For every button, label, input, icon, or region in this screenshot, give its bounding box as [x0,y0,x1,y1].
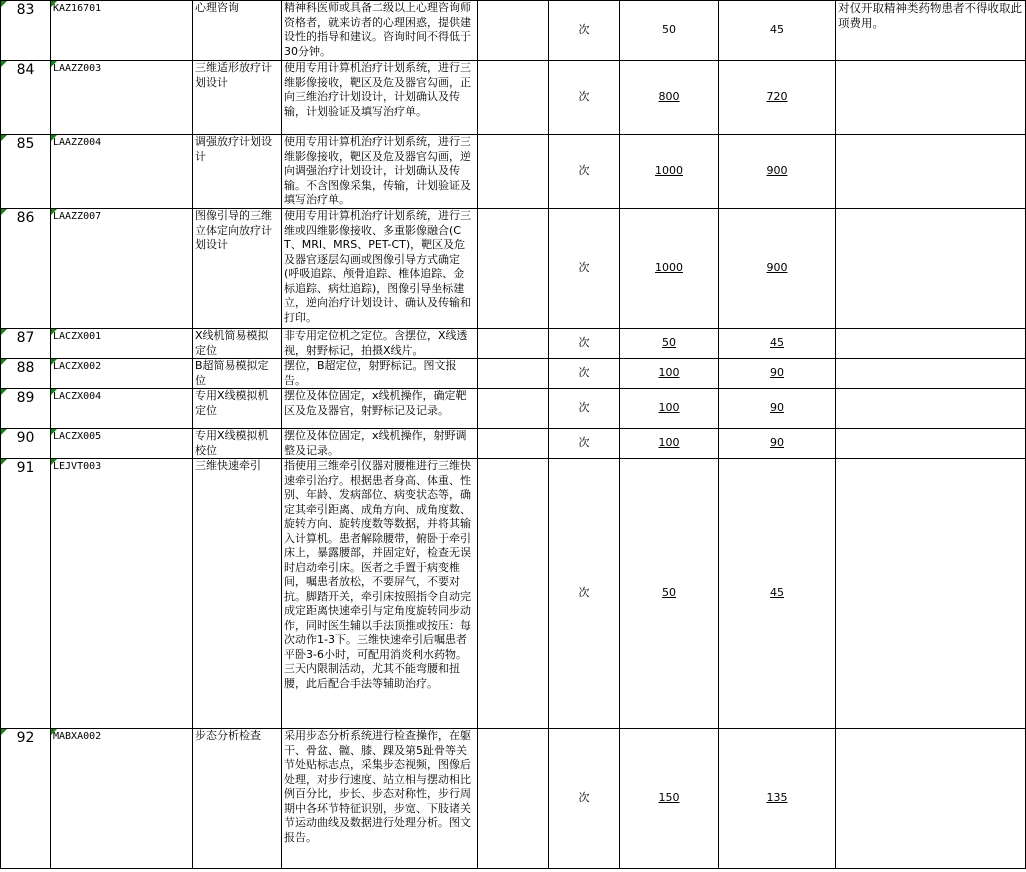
price-cell-1-text: 50 [662,23,676,37]
item-description-text: 非专用定位机之定位。含摆位，X线透视，射野标记，拍摄X线片。 [284,329,468,357]
unit-cell [549,1,620,61]
unit-cell [549,329,620,359]
row-number [1,389,51,429]
item-code [51,61,193,135]
price-cell-1 [620,209,719,329]
item-code-text: LEJVT003 [53,461,102,472]
item-name [193,135,282,209]
unit-cell-text: 次 [578,401,590,415]
unit-cell [549,729,620,869]
blank-cell [478,389,549,429]
comment-marker-icon [1,459,7,465]
price-cell-2 [719,429,836,459]
note-cell [836,359,1026,389]
blank-cell [478,329,549,359]
price-cell-2 [719,359,836,389]
item-name [193,61,282,135]
item-name-text: X线机简易模拟定位 [195,329,269,357]
item-name-text: 步态分析检查 [195,729,261,742]
note-cell [836,209,1026,329]
price-cell-1 [620,1,719,61]
item-description-text: 使用专用计算机治疗计划系统，进行三维影像接收，靶区及危及器官勾画，正向三维治疗计划设计，计划确认及传输，计划验证及填写治疗单。 [284,61,471,118]
item-description [282,209,478,329]
row-number [1,61,51,135]
item-code [51,429,193,459]
item-description-text: 指使用三维牵引仪器对腰椎进行三维快速牵引治疗。根据患者身高、体重、性别、年龄、发病部位、病变状态等，确定其牵引距离、成角方向、成角度数、旋转方向、旋转度数等数据，并将其输入计算机。患者解除腰带，俯卧于牵引床上，暴露腰部，并固定好，检查无误时启动牵引床。医者之手置于病变椎间，嘱患者放松，不要屏气，不要对抗。脚踏开关，牵引床按照指令自动完成定距离快速牵引与定角度旋转同步动作，同时医生辅以手法顶推或按压：每次动作1-3下。三维快速牵引后嘱患者平卧3-6小时，可配用消炎利水药物。三天内限制活动，尤其不能弯腰和扭腰，此后配合手法等辅助治疗。 [284,459,471,690]
row-number-text: 83 [16,2,35,18]
table-row [1,359,1026,389]
price-cell-2-text: 45 [770,586,784,600]
comment-marker-icon [1,61,7,67]
price-cell-2 [719,61,836,135]
comment-marker-icon [1,729,7,735]
note-cell [836,459,1026,729]
item-code [51,729,193,869]
price-cell-2 [719,729,836,869]
item-description-text: 采用步态分析系统进行检查操作，在躯干、骨盆、髋、膝、踝及第5趾骨等关节处贴标志点，采集步态视频，图像后处理，对步行速度、站立相与摆动相比例百分比，步长、步态对称性，步行周期中各环节特征识别，步宽、下肢诸关节运动曲线及数据进行处理分析。图文报告。 [284,729,471,844]
price-cell-1-text: 50 [662,586,676,600]
table-row [1,329,1026,359]
row-number [1,359,51,389]
row-number-text: 87 [16,330,35,346]
comment-marker-icon [51,209,57,215]
item-description [282,61,478,135]
table-row [1,459,1026,729]
price-cell-2-text: 900 [766,164,788,178]
item-description-text: 摆位及体位固定，x线机操作，确定靶区及危及器官，射野标记及记录。 [284,389,467,417]
comment-marker-icon [51,359,57,365]
row-number [1,209,51,329]
item-code-text: LACZX004 [53,391,102,402]
unit-cell [549,389,620,429]
note-cell [836,135,1026,209]
price-cell-2 [719,329,836,359]
comment-marker-icon [1,209,7,215]
blank-cell [478,459,549,729]
price-cell-2 [719,135,836,209]
table-row [1,61,1026,135]
price-cell-2 [719,1,836,61]
item-description [282,389,478,429]
item-name [193,329,282,359]
price-cell-1-text: 100 [658,401,680,415]
comment-marker-icon [51,329,57,335]
comment-marker-icon [51,1,57,7]
comment-marker-icon [1,429,7,435]
row-number-text: 90 [16,430,35,446]
note-cell [836,1,1026,61]
item-name [193,729,282,869]
price-cell-2-text: 720 [766,90,788,104]
table-row [1,135,1026,209]
item-code [51,459,193,729]
price-cell-2-text: 45 [770,23,784,37]
item-code-text: LAAZZ007 [53,211,102,222]
unit-cell [549,459,620,729]
blank-cell [478,359,549,389]
item-code [51,209,193,329]
price-cell-2-text: 45 [770,336,784,350]
row-number [1,135,51,209]
item-code-text: LAAZZ003 [53,63,102,74]
item-name [193,359,282,389]
price-cell-1-text: 100 [658,366,680,380]
row-number-text: 91 [16,460,35,476]
row-number-text: 84 [16,62,35,78]
item-name-text: 三维快速牵引 [195,459,261,472]
comment-marker-icon [51,459,57,465]
item-name-text: 图像引导的三维立体定向放疗计划设计 [195,209,272,251]
item-description [282,1,478,61]
price-cell-1 [620,329,719,359]
table-row [1,729,1026,869]
item-code-text: LACZX001 [53,331,102,342]
item-name-text: 调强放疗计划设计 [195,135,272,163]
unit-cell-text: 次 [578,336,590,350]
comment-marker-icon [1,389,7,395]
unit-cell-text: 次 [578,261,590,275]
row-number-text: 88 [16,360,35,376]
unit-cell [549,135,620,209]
item-name [193,1,282,61]
item-name [193,429,282,459]
row-number [1,1,51,61]
price-cell-2 [719,389,836,429]
price-cell-1-text: 1000 [655,261,683,275]
item-name [193,389,282,429]
price-cell-2-text: 90 [770,366,784,380]
table-row [1,389,1026,429]
price-cell-1-text: 150 [658,791,680,805]
note-cell [836,61,1026,135]
item-code [51,359,193,389]
unit-cell-text: 次 [578,23,590,37]
unit-cell [549,209,620,329]
blank-cell [478,209,549,329]
item-name-text: B超简易模拟定位 [195,359,269,387]
item-description-text: 精神科医师或具备二级以上心理咨询师资格者，就来访者的心理困惑，提供建设性的指导和建议。咨询时间不得低于30分钟。 [284,1,471,58]
price-cell-2-text: 135 [766,791,788,805]
price-cell-2-text: 90 [770,401,784,415]
item-code [51,135,193,209]
row-number [1,329,51,359]
blank-cell [478,135,549,209]
table-row [1,1,1026,61]
item-description-text: 使用专用计算机治疗计划系统，进行三维影像接收，靶区及危及器官勾画，逆向调强治疗计划设计，计划确认及传输。不含图像采集，传输，计划验证及填写治疗单。 [284,135,471,206]
comment-marker-icon [51,61,57,67]
item-description-text: 摆位，B超定位，射野标记。图文报告。 [284,359,457,387]
price-cell-2-text: 900 [766,261,788,275]
unit-cell-text: 次 [578,791,590,805]
comment-marker-icon [1,359,7,365]
blank-cell [478,61,549,135]
blank-cell [478,1,549,61]
item-description [282,459,478,729]
row-number-text: 86 [16,210,35,226]
table-row [1,429,1026,459]
unit-cell-text: 次 [578,586,590,600]
item-description [282,329,478,359]
item-description [282,729,478,869]
price-cell-1-text: 50 [662,336,676,350]
item-code-text: KAZ16701 [53,3,102,14]
item-code-text: LAAZZ004 [53,137,102,148]
price-cell-1 [620,729,719,869]
row-number-text: 89 [16,390,35,406]
comment-marker-icon [51,135,57,141]
price-cell-1 [620,429,719,459]
price-cell-1-text: 800 [658,90,680,104]
note-cell [836,429,1026,459]
note-cell [836,729,1026,869]
item-description [282,359,478,389]
unit-cell-text: 次 [578,436,590,450]
item-code-text: LACZX005 [53,431,102,442]
price-cell-1 [620,459,719,729]
item-name-text: 专用X线模拟机校位 [195,429,269,457]
price-cell-1-text: 100 [658,436,680,450]
item-name [193,209,282,329]
item-name-text: 三维适形放疗计划设计 [195,61,272,89]
item-name-text: 心理咨询 [195,1,239,14]
item-description-text: 摆位及体位固定，x线机操作，射野调整及记录。 [284,429,467,457]
unit-cell [549,359,620,389]
row-number-text: 92 [16,730,35,746]
price-cell-2-text: 90 [770,436,784,450]
item-description [282,135,478,209]
table-row [1,209,1026,329]
item-code-text: LACZX002 [53,361,102,372]
row-number-text: 85 [16,136,35,152]
unit-cell [549,61,620,135]
row-number [1,429,51,459]
price-cell-1 [620,359,719,389]
price-cell-2 [719,209,836,329]
item-description-text: 使用专用计算机治疗计划系统，进行三维或四维影像接收、多重影像融合(CT、MRI、MRS、PET-CT)，靶区及危及器官逐层勾画或图像引导方式确定(呼吸追踪、颅骨追踪、椎体追踪、金标追踪、病灶追踪)，图像引导坐标建立，逆向治疗计划设计、确认及传输和打印。 [284,209,471,324]
comment-marker-icon [51,389,57,395]
item-code-text: MABXA002 [53,731,102,742]
comment-marker-icon [1,329,7,335]
blank-cell [478,729,549,869]
item-description [282,429,478,459]
note-cell-text: 对仅开取精神类药物患者不得收取此项费用。 [838,1,1022,30]
item-code [51,389,193,429]
unit-cell-text: 次 [578,164,590,178]
row-number [1,729,51,869]
comment-marker-icon [1,1,7,7]
price-cell-1 [620,389,719,429]
row-number [1,459,51,729]
item-name-text: 专用X线模拟机定位 [195,389,269,417]
item-name [193,459,282,729]
item-code [51,1,193,61]
comment-marker-icon [1,135,7,141]
note-cell [836,389,1026,429]
price-cell-1 [620,135,719,209]
unit-cell [549,429,620,459]
unit-cell-text: 次 [578,90,590,104]
price-cell-2 [719,459,836,729]
unit-cell-text: 次 [578,366,590,380]
note-cell [836,329,1026,359]
item-code [51,329,193,359]
price-cell-1-text: 1000 [655,164,683,178]
comment-marker-icon [51,729,57,735]
comment-marker-icon [51,429,57,435]
blank-cell [478,429,549,459]
price-cell-1 [620,61,719,135]
